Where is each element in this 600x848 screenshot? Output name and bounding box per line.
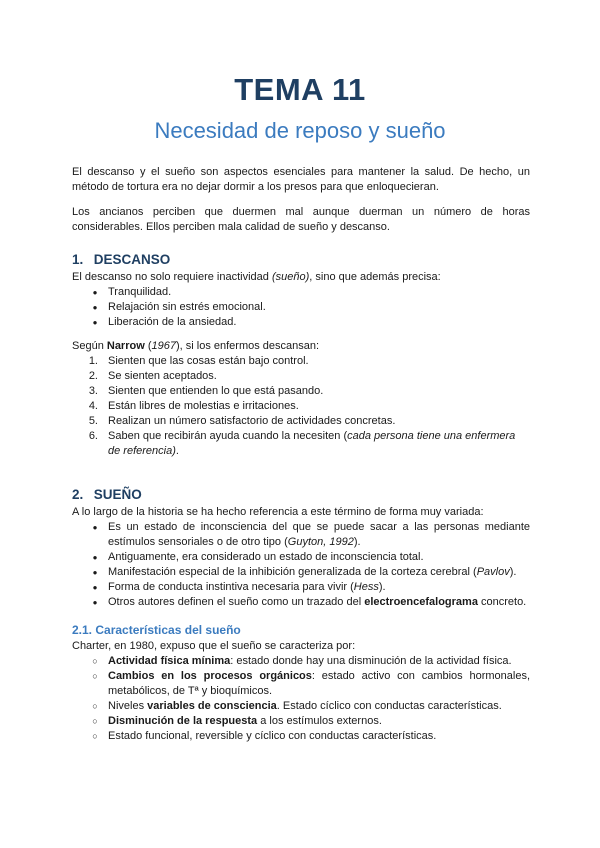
narrow-lead — [72, 339, 530, 354]
text-bold: Cambios en los procesos orgánicos — [108, 670, 312, 682]
bullet-circle-icon: ○ — [92, 731, 98, 741]
circle-list — [72, 654, 530, 744]
list-item — [72, 654, 530, 669]
text-bold: Disminución de la respuesta — [108, 715, 258, 727]
text: . Estado cíclico con conductas características. — [276, 700, 502, 712]
list-item — [72, 669, 530, 699]
text: ). — [353, 536, 361, 548]
bullet-dot-icon: ● — [92, 583, 98, 592]
section-lead: Charter, en 1980, expuso que el sueño se caracteriza por: — [72, 640, 356, 652]
list-item — [72, 315, 530, 330]
list-item — [72, 285, 530, 300]
list-number: 3. — [88, 385, 98, 397]
text-italic: Guyton, 1992 — [287, 536, 354, 548]
list-number: 1. — [88, 355, 98, 367]
list-item-text: Estado funcional, reversible y cíclico con conductas características. — [108, 730, 437, 742]
bullet-dot-icon: ● — [92, 553, 98, 562]
list-item — [72, 354, 530, 369]
list-item-text: Relajación sin estrés emocional. — [108, 301, 266, 313]
subsection-heading: 2.1. Características del sueño — [72, 623, 241, 637]
text-italic: 1967 — [151, 340, 176, 352]
section-number: 1. — [72, 252, 84, 267]
text: : estado donde hay una disminución de la actividad física. — [230, 655, 512, 667]
text: Saben que recibirán ayuda cuando la necesiten ( — [108, 430, 348, 442]
bullet-circle-icon: ○ — [92, 701, 98, 711]
bullet-list — [72, 520, 530, 610]
text: ). — [509, 566, 517, 578]
text: , sino que además precisa: — [309, 271, 441, 283]
text: . — [175, 445, 179, 457]
bullet-dot-icon: ● — [92, 523, 98, 532]
text: Forma de conducta instintiva necesaria para vivir ( — [108, 581, 354, 593]
list-item — [72, 595, 530, 610]
list-number: 5. — [88, 415, 98, 427]
text: Niveles — [108, 700, 148, 712]
bullet-circle-icon: ○ — [92, 716, 98, 726]
list-item — [72, 729, 530, 744]
text-bold: variables de consciencia — [147, 700, 277, 712]
page-title: TEMA 11 — [234, 72, 366, 107]
list-item — [72, 300, 530, 315]
list-item-text: Tranquilidad. — [108, 286, 172, 298]
list-item — [72, 580, 530, 595]
list-number: 4. — [88, 400, 98, 412]
text-italic: Hess — [353, 581, 379, 593]
list-item — [72, 384, 530, 399]
text-bold: Narrow — [106, 340, 145, 352]
intro-paragraph: El descanso y el sueño son aspectos esenciales para mantener la salud. De hecho, un método de tortura era no dejar dormir a los presos para que enloquecieran. — [72, 166, 530, 193]
list-item-text: Liberación de la ansiedad. — [108, 316, 237, 328]
bullet-list — [72, 285, 530, 330]
document-body — [72, 165, 530, 744]
text: : estado activo con cambios hormonales, metabólicos, de Tª y bioquímicos. — [108, 670, 531, 697]
section-title: DESCANSO — [93, 252, 171, 267]
list-item — [72, 414, 530, 429]
text: El descanso no solo requiere inactividad — [72, 271, 272, 283]
bullet-dot-icon: ● — [92, 288, 98, 297]
list-item — [72, 714, 530, 729]
section-lead — [72, 270, 530, 285]
section-heading-sueno — [72, 486, 530, 503]
text: concreto. — [477, 596, 527, 608]
list-item-text: Sienten que las cosas están bajo control. — [108, 355, 309, 367]
text: Otros autores definen el sueño como un trazado del — [108, 596, 365, 608]
list-item-text: Antiguamente, era considerado un estado de inconsciencia total. — [108, 551, 424, 563]
text: ). — [378, 581, 386, 593]
list-item-text: Realizan un número satisfactorio de actividades concretas. — [108, 415, 396, 427]
bullet-dot-icon: ● — [92, 303, 98, 312]
text: a los estímulos externos. — [257, 715, 382, 727]
page-subtitle: Necesidad de reposo y sueño — [154, 118, 446, 143]
list-item — [72, 520, 530, 550]
text-italic: Pavlov — [476, 566, 510, 578]
text: Manifestación especial de la inhibición generalizada de la corteza cerebral ( — [108, 566, 477, 578]
section-title: SUEÑO — [93, 487, 142, 502]
list-item — [72, 565, 530, 580]
section-heading-descanso — [72, 251, 530, 268]
text: ), si los enfermos descansan: — [176, 340, 320, 352]
bullet-circle-icon: ○ — [92, 656, 98, 666]
list-item — [72, 399, 530, 414]
section-lead: A lo largo de la historia se ha hecho referencia a este término de forma muy variada: — [72, 506, 484, 518]
text-italic: (sueño) — [271, 271, 310, 283]
list-number: 2. — [88, 370, 98, 382]
text: Según — [72, 340, 107, 352]
list-item — [72, 699, 530, 714]
list-item-text: Están libres de molestias e irritaciones. — [108, 400, 299, 412]
section-number: 2. — [72, 487, 84, 502]
list-item — [72, 550, 530, 565]
list-number: 6. — [88, 430, 98, 442]
list-item-text: Se sienten aceptados. — [108, 370, 217, 382]
list-item-text: Sienten que entienden lo que está pasando. — [108, 385, 324, 397]
bullet-dot-icon: ● — [92, 318, 98, 327]
bullet-circle-icon: ○ — [92, 671, 98, 681]
text: ( — [144, 340, 152, 352]
list-item — [72, 369, 530, 384]
intro-paragraph: Los ancianos perciben que duermen mal aunque duerman un número de horas considerables. Ellos perciben mala calidad de sueño y descanso. — [72, 206, 530, 233]
bullet-dot-icon: ● — [92, 568, 98, 577]
bullet-dot-icon: ● — [92, 598, 98, 607]
text-bold: Actividad física mínima — [108, 655, 231, 667]
list-item — [72, 429, 530, 459]
numbered-list — [72, 354, 530, 459]
text-italic: cada persona tiene una enfermera de referencia) — [108, 430, 516, 457]
text: Es un estado de inconsciencia del que se puede sacar a las personas mediante estímulos sensoriales o de otro tipo ( — [108, 521, 530, 548]
text-bold: electroencefalograma — [364, 596, 478, 608]
